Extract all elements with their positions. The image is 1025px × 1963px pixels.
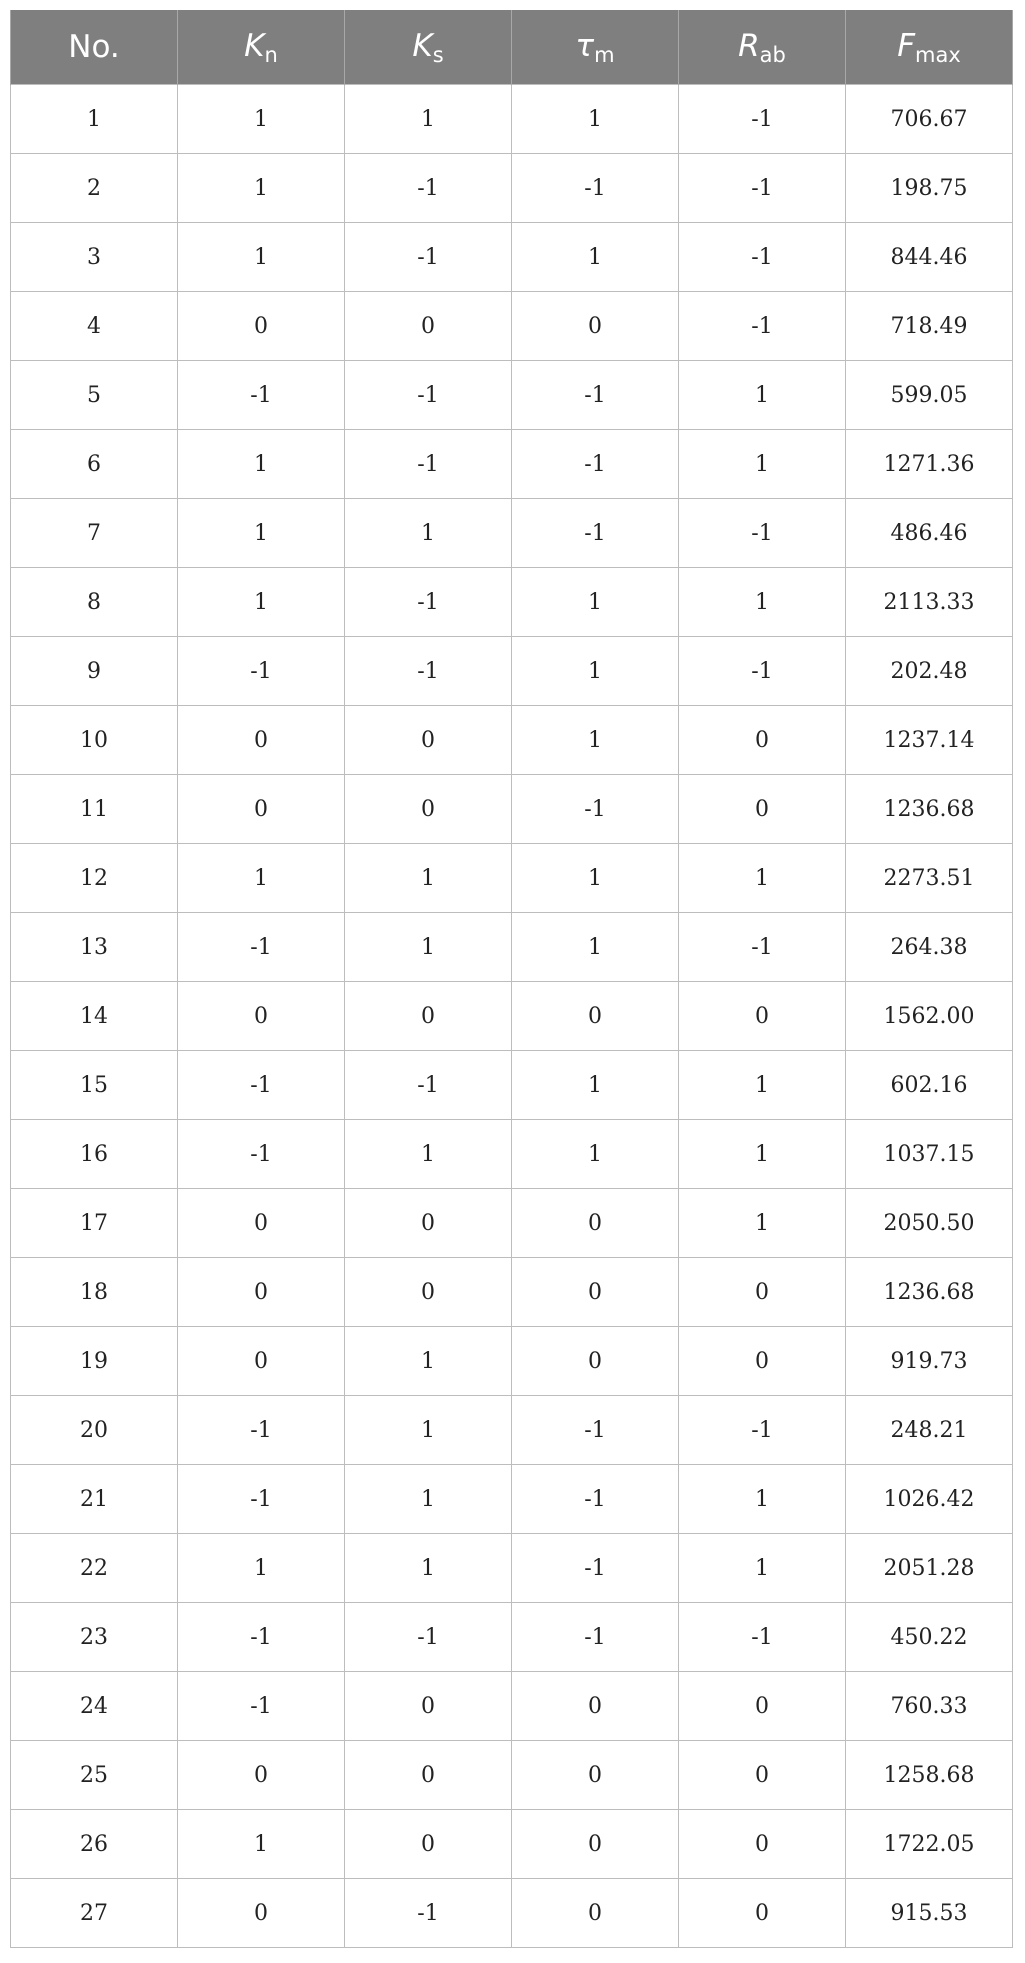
cell-rab: 1 [679, 430, 846, 499]
table-row [11, 1672, 1013, 1741]
cell-tau-m: 1 [512, 568, 679, 637]
cell-rab: 1 [679, 1465, 846, 1534]
cell-ks: 0 [345, 706, 512, 775]
cell-rab: 1 [679, 1051, 846, 1120]
table-row [11, 1810, 1013, 1879]
cell-rab: -1 [679, 292, 846, 361]
cell-no: 23 [11, 1603, 178, 1672]
cell-kn: -1 [178, 637, 345, 706]
cell-tau-m: 0 [512, 1810, 679, 1879]
cell-tau-m: 0 [512, 1879, 679, 1948]
cell-fmax: 2113.33 [846, 568, 1013, 637]
cell-no: 16 [11, 1120, 178, 1189]
cell-rab: 0 [679, 775, 846, 844]
cell-kn: 1 [178, 568, 345, 637]
cell-fmax: 2050.50 [846, 1189, 1013, 1258]
cell-fmax: 706.67 [846, 85, 1013, 154]
cell-no: 15 [11, 1051, 178, 1120]
cell-tau-m: 1 [512, 844, 679, 913]
table-row [11, 1051, 1013, 1120]
cell-rab: 1 [679, 568, 846, 637]
cell-fmax: 1026.42 [846, 1465, 1013, 1534]
table-header [11, 10, 1013, 85]
header-rab-symbol: R [738, 27, 760, 64]
cell-tau-m: 0 [512, 1189, 679, 1258]
cell-fmax: 718.49 [846, 292, 1013, 361]
cell-fmax: 915.53 [846, 1879, 1013, 1948]
table-row [11, 1120, 1013, 1189]
cell-rab: 0 [679, 1258, 846, 1327]
cell-kn: -1 [178, 1051, 345, 1120]
table-row [11, 1258, 1013, 1327]
header-fmax-subscript: max [915, 42, 961, 67]
cell-kn: 0 [178, 775, 345, 844]
header-rab-subscript: ab [759, 42, 786, 67]
cell-tau-m: -1 [512, 1534, 679, 1603]
header-ks-symbol: K [412, 27, 433, 64]
cell-kn: 0 [178, 706, 345, 775]
cell-ks: 0 [345, 1258, 512, 1327]
cell-ks: -1 [345, 1051, 512, 1120]
cell-fmax: 1236.68 [846, 775, 1013, 844]
cell-no: 27 [11, 1879, 178, 1948]
experiment-design-table [10, 10, 1013, 1948]
cell-kn: 1 [178, 499, 345, 568]
table-row [11, 1465, 1013, 1534]
cell-ks: 1 [345, 1396, 512, 1465]
cell-ks: 1 [345, 1327, 512, 1396]
table-row [11, 154, 1013, 223]
cell-kn: 1 [178, 430, 345, 499]
cell-no: 3 [11, 223, 178, 292]
cell-rab: -1 [679, 499, 846, 568]
header-no-label: No. [68, 29, 120, 65]
cell-ks: 0 [345, 292, 512, 361]
cell-ks: 0 [345, 1189, 512, 1258]
cell-ks: 1 [345, 1465, 512, 1534]
cell-fmax: 1236.68 [846, 1258, 1013, 1327]
cell-fmax: 919.73 [846, 1327, 1013, 1396]
cell-no: 1 [11, 85, 178, 154]
cell-tau-m: -1 [512, 775, 679, 844]
header-tau-m-symbol: τ [575, 27, 595, 64]
cell-no: 10 [11, 706, 178, 775]
table-row [11, 499, 1013, 568]
cell-tau-m: 1 [512, 913, 679, 982]
header-no [11, 10, 178, 85]
cell-fmax: 760.33 [846, 1672, 1013, 1741]
cell-rab: -1 [679, 637, 846, 706]
cell-no: 24 [11, 1672, 178, 1741]
cell-kn: 1 [178, 1534, 345, 1603]
cell-fmax: 599.05 [846, 361, 1013, 430]
cell-ks: -1 [345, 361, 512, 430]
cell-no: 25 [11, 1741, 178, 1810]
cell-rab: 0 [679, 1879, 846, 1948]
cell-tau-m: 0 [512, 292, 679, 361]
cell-kn: -1 [178, 1465, 345, 1534]
cell-fmax: 248.21 [846, 1396, 1013, 1465]
cell-kn: 0 [178, 1879, 345, 1948]
cell-fmax: 1562.00 [846, 982, 1013, 1051]
cell-fmax: 1258.68 [846, 1741, 1013, 1810]
cell-tau-m: 0 [512, 1672, 679, 1741]
cell-rab: 1 [679, 361, 846, 430]
cell-no: 14 [11, 982, 178, 1051]
cell-kn: 0 [178, 982, 345, 1051]
table-row [11, 913, 1013, 982]
cell-no: 9 [11, 637, 178, 706]
cell-tau-m: 0 [512, 1741, 679, 1810]
table-row [11, 1879, 1013, 1948]
cell-no: 7 [11, 499, 178, 568]
cell-fmax: 1722.05 [846, 1810, 1013, 1879]
cell-kn: 1 [178, 844, 345, 913]
cell-no: 12 [11, 844, 178, 913]
cell-rab: 0 [679, 1741, 846, 1810]
cell-kn: 0 [178, 1741, 345, 1810]
cell-ks: -1 [345, 637, 512, 706]
cell-ks: 1 [345, 1534, 512, 1603]
cell-ks: -1 [345, 154, 512, 223]
cell-rab: -1 [679, 85, 846, 154]
cell-no: 5 [11, 361, 178, 430]
design-table-container [10, 10, 1013, 1948]
cell-fmax: 844.46 [846, 223, 1013, 292]
cell-rab: 0 [679, 1810, 846, 1879]
cell-fmax: 450.22 [846, 1603, 1013, 1672]
cell-tau-m: -1 [512, 361, 679, 430]
cell-ks: 1 [345, 913, 512, 982]
cell-tau-m: 1 [512, 637, 679, 706]
cell-kn: 0 [178, 1327, 345, 1396]
header-tau-m-subscript: m [594, 42, 615, 67]
table-row [11, 361, 1013, 430]
cell-ks: 1 [345, 499, 512, 568]
cell-ks: -1 [345, 1879, 512, 1948]
cell-rab: 1 [679, 844, 846, 913]
table-row [11, 1741, 1013, 1810]
cell-kn: 1 [178, 154, 345, 223]
cell-tau-m: 0 [512, 1327, 679, 1396]
cell-tau-m: 0 [512, 982, 679, 1051]
cell-tau-m: 1 [512, 706, 679, 775]
table-row [11, 1396, 1013, 1465]
cell-no: 20 [11, 1396, 178, 1465]
cell-tau-m: 0 [512, 1258, 679, 1327]
cell-tau-m: 1 [512, 223, 679, 292]
table-body [11, 85, 1013, 1948]
cell-ks: 0 [345, 1810, 512, 1879]
cell-ks: 1 [345, 85, 512, 154]
cell-fmax: 1271.36 [846, 430, 1013, 499]
cell-fmax: 602.16 [846, 1051, 1013, 1120]
header-tau-m [512, 10, 679, 85]
header-ks-subscript: s [432, 42, 444, 67]
cell-kn: -1 [178, 361, 345, 430]
table-row [11, 1189, 1013, 1258]
cell-ks: 1 [345, 844, 512, 913]
cell-rab: 0 [679, 1672, 846, 1741]
cell-no: 11 [11, 775, 178, 844]
cell-tau-m: -1 [512, 1603, 679, 1672]
cell-kn: 0 [178, 292, 345, 361]
cell-kn: 1 [178, 223, 345, 292]
cell-rab: 0 [679, 982, 846, 1051]
cell-fmax: 202.48 [846, 637, 1013, 706]
cell-no: 4 [11, 292, 178, 361]
cell-kn: -1 [178, 1672, 345, 1741]
cell-fmax: 2273.51 [846, 844, 1013, 913]
cell-ks: -1 [345, 430, 512, 499]
cell-tau-m: 1 [512, 85, 679, 154]
table-row [11, 223, 1013, 292]
cell-rab: -1 [679, 154, 846, 223]
header-fmax [846, 10, 1013, 85]
cell-rab: -1 [679, 1603, 846, 1672]
cell-fmax: 486.46 [846, 499, 1013, 568]
table-row [11, 85, 1013, 154]
cell-fmax: 198.75 [846, 154, 1013, 223]
cell-rab: 0 [679, 1327, 846, 1396]
cell-ks: -1 [345, 568, 512, 637]
header-rab [679, 10, 846, 85]
cell-kn: 1 [178, 85, 345, 154]
table-row [11, 982, 1013, 1051]
cell-kn: 0 [178, 1189, 345, 1258]
table-row [11, 430, 1013, 499]
cell-rab: -1 [679, 223, 846, 292]
table-row [11, 568, 1013, 637]
cell-ks: -1 [345, 223, 512, 292]
table-row [11, 1603, 1013, 1672]
cell-kn: 1 [178, 1810, 345, 1879]
cell-ks: 1 [345, 1120, 512, 1189]
cell-no: 13 [11, 913, 178, 982]
cell-fmax: 2051.28 [846, 1534, 1013, 1603]
cell-fmax: 1037.15 [846, 1120, 1013, 1189]
cell-rab: 0 [679, 706, 846, 775]
header-kn-symbol: K [244, 27, 265, 64]
cell-tau-m: -1 [512, 1396, 679, 1465]
table-row [11, 292, 1013, 361]
cell-no: 17 [11, 1189, 178, 1258]
cell-no: 21 [11, 1465, 178, 1534]
cell-ks: 0 [345, 1672, 512, 1741]
cell-ks: 0 [345, 775, 512, 844]
table-row [11, 706, 1013, 775]
cell-no: 6 [11, 430, 178, 499]
cell-tau-m: -1 [512, 430, 679, 499]
cell-no: 26 [11, 1810, 178, 1879]
cell-ks: 0 [345, 1741, 512, 1810]
cell-no: 19 [11, 1327, 178, 1396]
cell-kn: -1 [178, 913, 345, 982]
cell-no: 22 [11, 1534, 178, 1603]
cell-tau-m: -1 [512, 154, 679, 223]
cell-fmax: 264.38 [846, 913, 1013, 982]
header-row [11, 10, 1013, 85]
cell-rab: -1 [679, 1396, 846, 1465]
cell-no: 8 [11, 568, 178, 637]
table-row [11, 844, 1013, 913]
cell-rab: 1 [679, 1534, 846, 1603]
header-ks [345, 10, 512, 85]
cell-tau-m: 1 [512, 1051, 679, 1120]
cell-kn: -1 [178, 1396, 345, 1465]
header-kn [178, 10, 345, 85]
cell-rab: -1 [679, 913, 846, 982]
header-fmax-symbol: F [897, 27, 916, 64]
header-kn-subscript: n [264, 42, 278, 67]
cell-rab: 1 [679, 1189, 846, 1258]
cell-tau-m: -1 [512, 1465, 679, 1534]
cell-fmax: 1237.14 [846, 706, 1013, 775]
table-row [11, 1327, 1013, 1396]
cell-tau-m: 1 [512, 1120, 679, 1189]
cell-rab: 1 [679, 1120, 846, 1189]
cell-no: 2 [11, 154, 178, 223]
cell-kn: -1 [178, 1120, 345, 1189]
cell-no: 18 [11, 1258, 178, 1327]
cell-ks: -1 [345, 1603, 512, 1672]
table-row [11, 775, 1013, 844]
table-row [11, 1534, 1013, 1603]
cell-kn: -1 [178, 1603, 345, 1672]
cell-ks: 0 [345, 982, 512, 1051]
table-row [11, 637, 1013, 706]
cell-tau-m: -1 [512, 499, 679, 568]
cell-kn: 0 [178, 1258, 345, 1327]
